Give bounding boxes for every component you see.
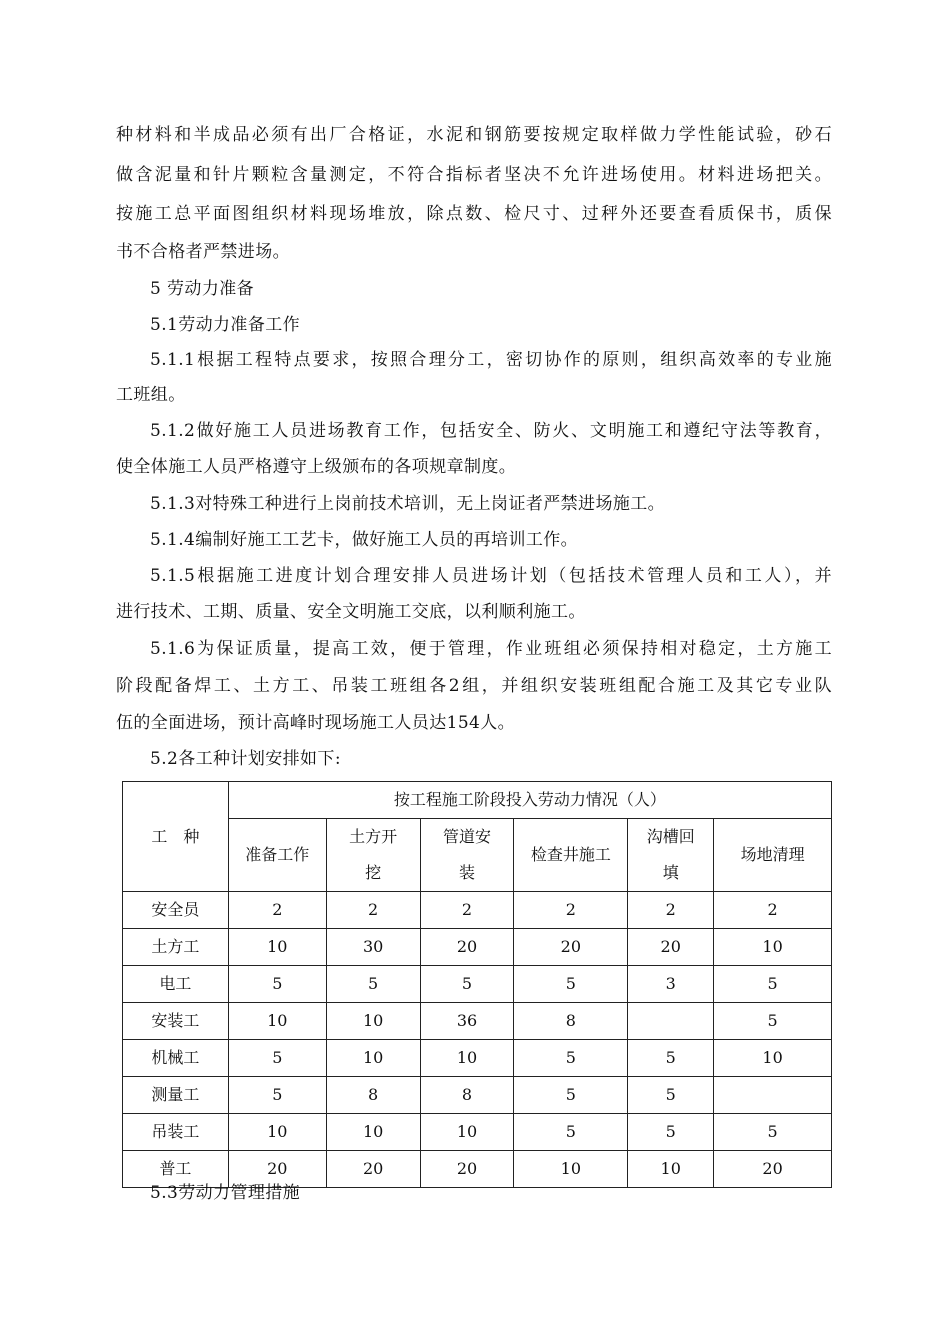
column-header-line: 装 [459, 863, 476, 882]
table-cell: 20 [714, 1151, 832, 1188]
row-label: 普工 [123, 1151, 229, 1188]
table-cell: 8 [326, 1077, 420, 1114]
row-label: 安全员 [123, 892, 229, 929]
table-row [123, 1077, 832, 1114]
table-cell: 2 [326, 892, 420, 929]
row-label: 吊装工 [123, 1114, 229, 1151]
table-cell: 5 [514, 1040, 628, 1077]
table-row [123, 1003, 832, 1040]
paragraph-line: 工班组。 [116, 385, 186, 405]
paragraph-line: 进行技术、工期、质量、安全文明施工交底，以利顺利施工。 [116, 602, 586, 622]
table-cell [628, 1003, 714, 1040]
table-cell: 5 [714, 966, 832, 1003]
paragraph-line: 5.1.2做好施工人员进场教育工作，包括安全、防火、文明施工和遵纪守法等教育， [150, 421, 832, 441]
paragraph-line: 伍的全面进场，预计高峰时现场施工人员达154人。 [116, 713, 516, 733]
table-cell: 10 [420, 1040, 514, 1077]
table-cell: 5 [628, 1114, 714, 1151]
group-header: 按工程施工阶段投入劳动力情况（人） [228, 782, 831, 819]
table-cell: 20 [420, 1151, 514, 1188]
table-cell: 5 [326, 966, 420, 1003]
table-cell: 20 [628, 929, 714, 966]
table-cell: 5 [228, 1040, 326, 1077]
column-header-line: 挖 [365, 863, 382, 882]
table-cell: 10 [514, 1151, 628, 1188]
table-cell: 3 [628, 966, 714, 1003]
table-cell: 36 [420, 1003, 514, 1040]
table-cell: 10 [228, 1114, 326, 1151]
corner-header: 工 种 [123, 782, 229, 892]
table-cell: 2 [420, 892, 514, 929]
table-cell: 10 [628, 1151, 714, 1188]
column-header [514, 819, 628, 892]
column-header-line: 管道安 [443, 827, 492, 846]
table-row [123, 892, 832, 929]
table-cell: 10 [714, 929, 832, 966]
table-cell: 10 [228, 929, 326, 966]
table-cell: 5 [420, 966, 514, 1003]
table-cell: 20 [514, 929, 628, 966]
table-cell: 2 [228, 892, 326, 929]
subsection-heading: 5.1劳动力准备工作 [150, 315, 301, 335]
table-cell [714, 1077, 832, 1114]
table-cell: 10 [326, 1003, 420, 1040]
table-cell: 5 [628, 1077, 714, 1114]
column-header [714, 819, 832, 892]
table-cell: 10 [228, 1003, 326, 1040]
table-cell: 2 [628, 892, 714, 929]
column-header [326, 819, 420, 892]
column-header-line: 准备工作 [245, 845, 310, 864]
table-row [123, 929, 832, 966]
paragraph-line: 做含泥量和针片颗粒含量测定，不符合指标者坚决不允许进场使用。材料进场把关。 [116, 165, 832, 185]
column-header [628, 819, 714, 892]
table-cell: 8 [420, 1077, 514, 1114]
paragraph-line: 5.1.1根据工程特点要求，按照合理分工，密切协作的原则，组织高效率的专业施 [150, 350, 832, 370]
table-cell: 20 [326, 1151, 420, 1188]
table-cell: 2 [514, 892, 628, 929]
paragraph-line: 5.1.4编制好施工工艺卡，做好施工人员的再培训工作。 [150, 530, 579, 550]
table-row [123, 1114, 832, 1151]
table-row [123, 966, 832, 1003]
paragraph-line: 5.1.5根据施工进度计划合理安排人员进场计划（包括技术管理人员和工人），并 [150, 566, 832, 586]
table-cell: 8 [514, 1003, 628, 1040]
table-cell: 5 [514, 1114, 628, 1151]
column-header-line: 沟槽回 [646, 827, 695, 846]
column-header-line: 填 [662, 863, 679, 882]
paragraph-line: 5.1.6为保证质量，提高工效，便于管理，作业班组必须保持相对稳定，土方施工 [150, 639, 832, 659]
table-row [123, 1040, 832, 1077]
row-label: 机械工 [123, 1040, 229, 1077]
table-cell: 10 [420, 1114, 514, 1151]
column-header [228, 819, 326, 892]
table-cell: 5 [228, 966, 326, 1003]
paragraph-line: 5.1.3对特殊工种进行上岗前技术培训，无上岗证者严禁进场施工。 [150, 494, 666, 514]
table-cell: 5 [628, 1040, 714, 1077]
subsection-heading: 5.3劳动力管理措施 [150, 1183, 301, 1203]
row-label: 土方工 [123, 929, 229, 966]
table-cell: 5 [514, 1077, 628, 1114]
column-header-line: 检查井施工 [530, 845, 611, 864]
table-cell: 5 [714, 1114, 832, 1151]
row-label: 安装工 [123, 1003, 229, 1040]
table-cell: 5 [514, 966, 628, 1003]
table-cell: 10 [326, 1040, 420, 1077]
table-row [123, 1151, 832, 1188]
row-label: 电工 [123, 966, 229, 1003]
table-cell: 5 [228, 1077, 326, 1114]
column-header-line: 场地清理 [740, 845, 805, 864]
table-cell: 20 [420, 929, 514, 966]
table-cell: 10 [326, 1114, 420, 1151]
column-header-line: 土方开 [349, 827, 398, 846]
column-header [420, 819, 514, 892]
labor-plan-table [122, 781, 832, 1188]
table-cell: 20 [228, 1151, 326, 1188]
paragraph-line: 使全体施工人员严格遵守上级颁布的各项规章制度。 [116, 457, 517, 477]
section-heading: 5 劳动力准备 [150, 279, 255, 299]
paragraph-line: 书不合格者严禁进场。 [116, 242, 290, 262]
table-cell: 10 [714, 1040, 832, 1077]
paragraph-line: 种材料和半成品必须有出厂合格证，水泥和钢筋要按规定取样做力学性能试验，砂石 [116, 125, 832, 145]
subsection-heading: 5.2各工种计划安排如下: [150, 749, 341, 769]
row-label: 测量工 [123, 1077, 229, 1114]
table-cell: 5 [714, 1003, 832, 1040]
table-cell: 30 [326, 929, 420, 966]
paragraph-line: 阶段配备焊工、土方工、吊装工班组各2组，并组织安装班组配合施工及其它专业队 [116, 676, 832, 696]
table-cell: 2 [714, 892, 832, 929]
paragraph-line: 按施工总平面图组织材料现场堆放，除点数、检尺寸、过秤外还要查看质保书，质保 [116, 204, 832, 224]
